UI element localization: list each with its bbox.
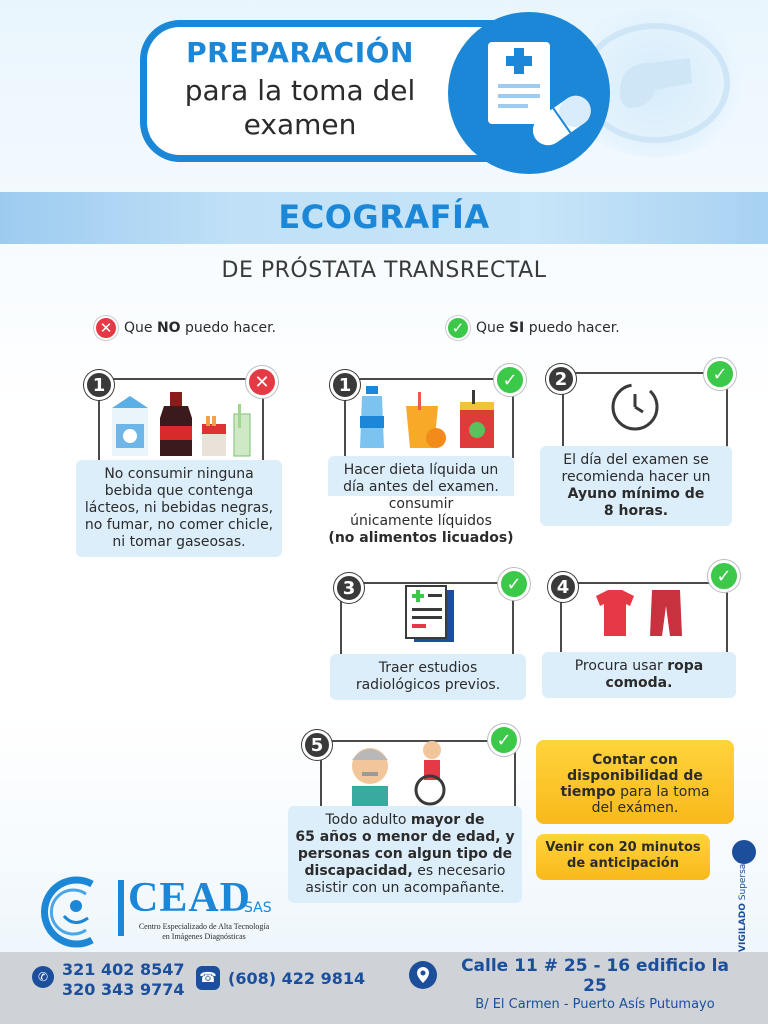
legend-no: ✕ Que NO puedo hacer.: [94, 316, 276, 340]
vigilado-supersalud: VIGILADO Supersalud: [738, 849, 748, 952]
check-icon: ✓: [498, 568, 530, 600]
header-subtitle: para la toma del examen: [184, 74, 416, 141]
landline-number[interactable]: (608) 422 9814: [228, 969, 366, 988]
check-icon: ✓: [494, 364, 526, 396]
yes-card-5-text: Todo adulto mayor de 65 años o menor de edad, y personas con algun tipo de discapacidad, es necesario asistir con un acompañante.: [288, 806, 522, 903]
step-number: 4: [548, 572, 578, 602]
yes-card-1-extra: consumir únicamente líquidos (no alimentos licuados): [328, 496, 514, 546]
step-number: 3: [334, 573, 364, 603]
elderly-disabled-icon: [344, 738, 464, 806]
check-icon: ✓: [446, 316, 470, 340]
clock-icon: [610, 382, 660, 432]
cross-icon: ✕: [94, 316, 118, 340]
drinks-icon: [108, 388, 258, 460]
header-title: PREPARACIÓN: [186, 36, 414, 69]
yes-card-4-text: Procura usar ropa comoda.: [542, 652, 736, 698]
yes-card-1-text: Hacer dieta líquida un día antes del examen.: [328, 456, 514, 502]
location-pin-icon: [408, 960, 438, 990]
whatsapp-numbers[interactable]: 321 402 8547 320 343 9774: [62, 960, 185, 999]
check-icon: ✓: [704, 358, 736, 390]
cross-icon: ✕: [246, 366, 278, 398]
arrival-note: Venir con 20 minutos de anticipación: [536, 834, 710, 880]
cead-logo-icon: [36, 876, 116, 948]
step-number: 5: [302, 730, 332, 760]
no-card-text: No consumir ninguna bebida que contenga lácteos, ni bebidas negras, no fumar, no comer chicle, ni tomar gaseosas.: [76, 460, 282, 557]
legend-yes: ✓ Que SI puedo hacer.: [446, 316, 620, 340]
exam-title: ECOGRAFÍA: [278, 198, 490, 236]
logo-tagline: Centro Especializado de Alta Tecnología en Imágenes Diagnósticas: [138, 922, 270, 941]
medical-report-icon: [448, 12, 610, 174]
logo-name: CEAD: [128, 875, 252, 921]
logo-suffix: SAS: [244, 900, 272, 916]
clothes-icon: [588, 588, 698, 640]
time-availability-note: Contar con disponibilidad de tiempo para la toma del exámen.: [536, 740, 734, 824]
check-icon: ✓: [708, 560, 740, 592]
address: Calle 11 # 25 - 16 edificio la 25 B/ El Carmen - Puerto Asís Putumayo: [461, 956, 729, 1012]
exam-subtitle: DE PRÓSTATA TRANSRECTAL: [221, 258, 547, 283]
step-number: 2: [546, 364, 576, 394]
yes-card-2-text: El día del examen se recomienda hacer un Ayuno mínimo de 8 horas.: [540, 446, 732, 526]
medical-records-icon: [402, 584, 458, 644]
check-icon: ✓: [488, 724, 520, 756]
step-number: 1: [330, 370, 360, 400]
step-number: 1: [84, 370, 114, 400]
yes-card-3-text: Traer estudios radiológicos previos.: [330, 654, 526, 700]
phone-icon: ☎: [196, 966, 220, 990]
liquids-icon: [356, 386, 506, 452]
whatsapp-icon: ✆: [32, 966, 54, 988]
